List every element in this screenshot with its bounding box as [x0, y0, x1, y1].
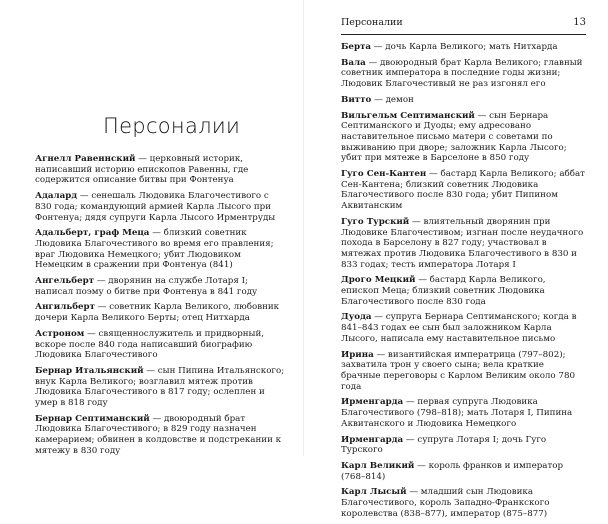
- entry-name: Адальберт, граф Меца: [35, 228, 150, 239]
- entry-name: Карл Лысый: [341, 487, 407, 498]
- entry-text: — сенешаль Людовика Благочестивого с 830 года; командующий армией Карла Лысого при Фонтенуа; дядя супруги Карла Лысого Ирментруды: [35, 191, 276, 223]
- entry-text: — дочь Карла Великого; мать Нитхарда: [371, 42, 558, 52]
- glossary-entry: [35, 329, 286, 361]
- glossary-entry: [341, 217, 586, 271]
- right-entries-list: [341, 42, 586, 524]
- entry-text: — двоюродный брат Людовика Благочестивого; в 829 году назначен камерарием; обвинен в колдовстве и подстрекании к мятежу в 830 году: [35, 413, 282, 456]
- entry-name: Вильгельм Септиманский: [341, 110, 475, 121]
- left-entries-list: [35, 154, 286, 462]
- glossary-entry: [35, 276, 286, 297]
- glossary-entry: [341, 275, 586, 307]
- entry-name: Гуго Сен-Кантен: [341, 169, 427, 180]
- entry-text: — церковный историк, написавший историю епископов Равенны, где содержится описание битвы при Фонтенуа: [35, 154, 249, 186]
- glossary-entry: [341, 461, 586, 482]
- entry-name: Ангильберт: [35, 302, 96, 313]
- entry-name: Ирменгарда: [341, 434, 404, 445]
- entry-text: — супруга Лотаря I; дочь Гуго Турского: [341, 434, 547, 456]
- glossary-entry: [35, 414, 286, 457]
- entry-text: — дворянин на службе Лотаря I; написал поэму о битве при Фонтенуа в 841 году: [35, 276, 258, 297]
- glossary-entry: [341, 58, 586, 90]
- glossary-entry: [341, 435, 586, 456]
- glossary-entry: [341, 487, 586, 519]
- entry-text: — советник Карла Великого, любовник дочери Карла Великого Берты; отец Нитхарда: [35, 302, 280, 324]
- entry-text: — близкий советник Людовика Благочестивого во время его правления; враг Людовика Немецкого; убит Людовиком Немецким в сражении при Фонтенуа (841): [35, 228, 274, 271]
- running-head: Персоналии: [341, 17, 403, 28]
- glossary-entry: [341, 312, 586, 344]
- entry-name: Гуго Турский: [341, 216, 410, 227]
- running-header: [341, 17, 586, 31]
- glossary-entry: [341, 169, 586, 212]
- entry-name: Вала: [341, 57, 366, 68]
- entry-name: Бернар Септиманский: [35, 413, 150, 424]
- entry-name: Бернар Итальянский: [35, 365, 144, 376]
- entry-text: — король франков и император (768–814): [341, 460, 564, 482]
- entry-name: Витто: [341, 94, 372, 105]
- entry-text: — младший сын Людовика Благочестивого, король Западно-Франкского королевства (838–877), император (875–877): [341, 487, 550, 519]
- glossary-entry: [341, 397, 586, 429]
- entry-name: Агнелл Равеннский: [35, 154, 136, 164]
- glossary-entry: [35, 366, 286, 409]
- entry-text: — бастард Карла Великого, епископ Меца; близкий советник Людовика Благочестивого после 830 года: [341, 275, 546, 307]
- entry-name: Ирина: [341, 349, 374, 360]
- entry-name: Астроном: [35, 328, 85, 339]
- entry-text: — бастард Карла Великого; аббат Сен-Кантена; близкий советник Людовика Благочестивого после 830 года; убит Пипином Аквитанским: [341, 169, 585, 212]
- glossary-entry: [35, 302, 286, 323]
- entry-name: Берта: [341, 42, 372, 52]
- entry-name: Адалард: [35, 191, 78, 202]
- entry-text: — влиятельный дворянин при Людовике Благочестивом; изгнан после неудачного похода в Барселону в 827 году; участвовал в мятежах против Людовика Благочестивого в 830 и 833 годах; тесть императора Лотаря I: [341, 216, 584, 270]
- entry-text: — византийская императрица (797–802); захватила трон у своего сына; вела краткие брачные переговоры с Карлом Великим около 780 года: [341, 349, 576, 392]
- glossary-entry: [341, 95, 586, 106]
- page-number: 13: [573, 17, 586, 28]
- entry-name: Дуода: [341, 312, 372, 323]
- glossary-entry: [341, 42, 586, 53]
- entry-name: Ангельберт: [35, 276, 95, 287]
- entry-name: Дрого Мецкий: [341, 275, 416, 286]
- glossary-entry: [341, 350, 586, 393]
- entry-text: — двоюродный брат Карла Великого; главный советник императора в последние годы жизни; Людовик Благочестивый не раз изгонял его: [341, 57, 583, 90]
- entry-text: — супруга Бернара Септиманского; когда в 841–843 годах ее сын был заложником Карла Лысого, написала ему наставительное письмо: [341, 312, 577, 344]
- header-rule: [341, 34, 586, 35]
- glossary-entry: [35, 154, 286, 186]
- entry-text: — демон: [371, 94, 414, 105]
- glossary-entry: [341, 111, 586, 165]
- glossary-entry: [35, 228, 286, 271]
- entry-name: Карл Великий: [341, 460, 415, 471]
- entry-name: Ирменгарда: [341, 397, 404, 408]
- glossary-entry: [35, 191, 286, 223]
- entry-text: — сын Пипина Итальянского; внук Карла Великого; возглавил мятеж против Людовика Благочестивого в 817 году; ослеплен и умер в 818 году: [35, 365, 285, 409]
- chapter-title: Персоналии: [103, 114, 241, 138]
- entry-text: — сын Бернара Септиманского и Дуоды; ему адресовано наставительное письмо матери с советами по выживанию при дворе; заложник Карла Лысого; убит при мятеже в Барселоне в 850 году: [341, 110, 567, 164]
- entry-text: — первая супруга Людовика Благочестивого (798–818); мать Лотаря I, Пипина Аквитанского и Людовика Немецкого: [341, 397, 573, 429]
- entry-text: — священнослужитель и придворный, вскоре после 840 года написавший биографию Людовика Благочестивого: [35, 328, 265, 361]
